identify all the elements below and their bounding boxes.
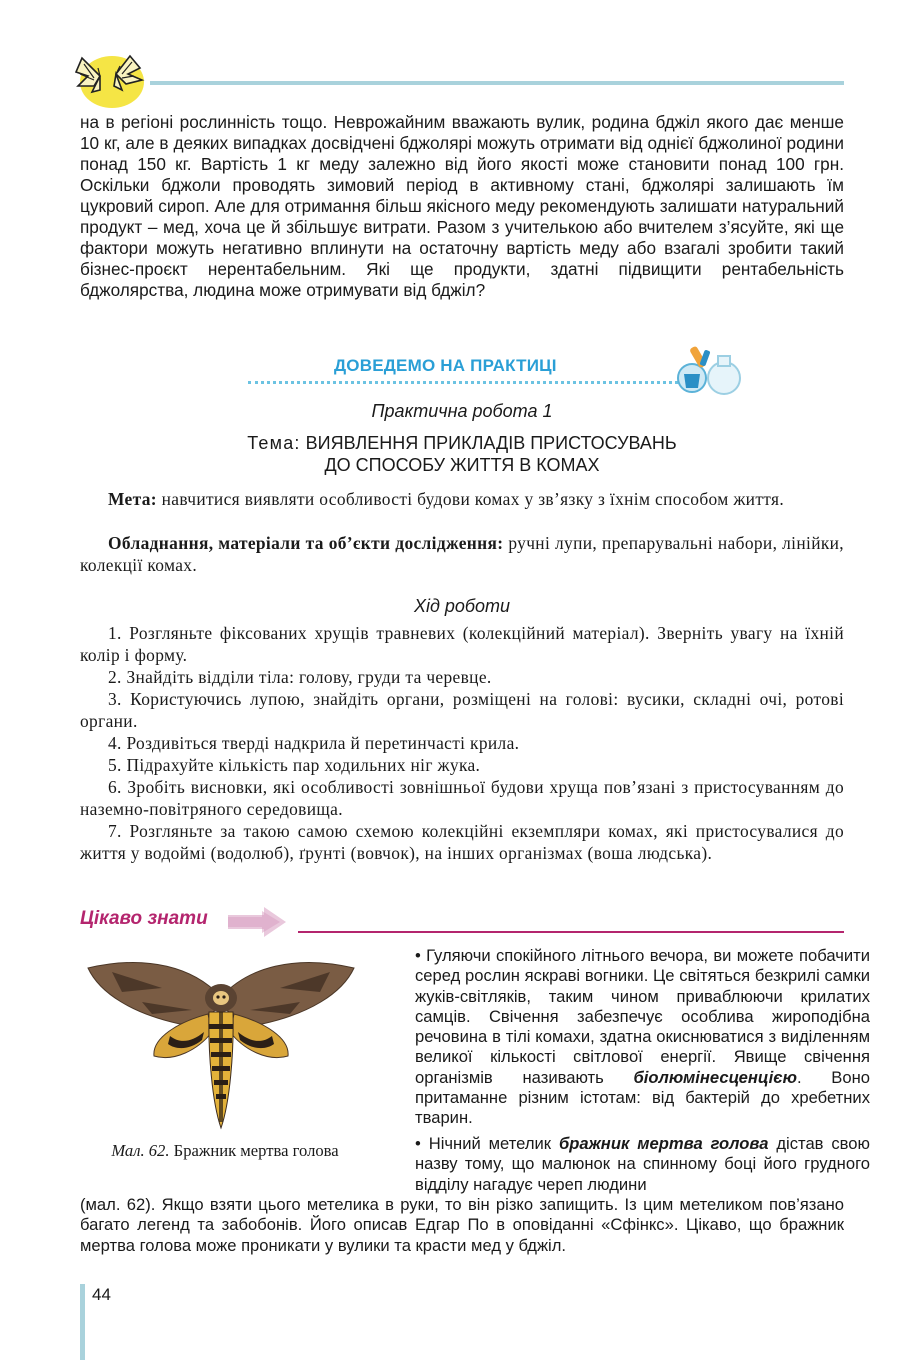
topic-line-2: ДО СПОСОБУ ЖИТТЯ В КОМАХ: [324, 455, 600, 475]
procedure-step: 1. Розгляньте фіксованих хрущів травневих (колекційний матеріал). Зверніть увагу на їхній колір і форму.: [80, 623, 844, 665]
procedure-step: 2. Знайдіть відділи тіла: голову, груди та черевце.: [108, 667, 492, 687]
fact1-text: • Гуляючи спокійного літнього вечора, ви можете побачити серед рослин яскраві вогники. Це світяться безкрилі самки жуків-світляків, таким чином приваблюючи крилатих самців. Свічення забезпечує особлива жироподібна речовина в тілі комахи, здатна окиснюватися з виділенням великої кількості світлової енергії. Явище свічення організмів називають: [415, 946, 870, 1087]
procedure-step: 4. Роздивіться тверді надкрила й перетинчасті крила.: [108, 733, 520, 753]
procedure-step: 3. Користуючись лупою, знайдіть органи, розміщені на голові: вусики, складні очі, ротові органи.: [80, 689, 844, 731]
lab-flask-microscope-icon: [672, 342, 744, 398]
intro-paragraph: на в регіоні рослинність тощо. Неврожайним вважають вулик, родина бджіл якого дає менше 10 кг, але в деяких випадках досвідчені бджолярі можуть отримати від однієї бджолиної родини понад 150 кг. Вартість 1 кг меду залежно від його якості може становити понад 100 грн. Оскільки бджоли проводять зимовий період в активному стані, бджолярі залишають їм цукровий сироп. Але для отримання більш якісного меду рекомендують залишати натуральний продукт – мед, хоча це й збільшує витрати. Разом з учителькою або вчителем з’ясуйте, які ще фактори можуть негативно вплинути на остаточну вартість меду або взагалі зробити такий бізнес-проєкт нерентабельним. Які ще продукти, здатні підвищити рентабельність бджолярства, людина може отримувати від бджіл?: [80, 112, 844, 300]
fact-hawkmoth-start: [389, 1134, 870, 1195]
page-margin-bar: [80, 1284, 85, 1360]
fact2-term: бражник мертва голова: [558, 1134, 769, 1153]
fact1-text-end: . Воно притаманне різним істотам: від бактерій до хребетних тварин.: [415, 1067, 870, 1128]
equipment-paragraph: [80, 532, 844, 576]
figure-label: Мал. 62.: [111, 1141, 170, 1160]
arrow-right-icon: [226, 905, 288, 939]
goal-text: навчитися виявляти особливості будови комах у зв’язку з їхнім способом життя.: [161, 489, 785, 509]
fact-fireflies: [389, 946, 870, 1129]
procedure-step: 7. Розгляньте за такою самою схемою колекційні екземпляри комах, які пристосувалися до життя у водоймі (водолюб), ґрунті (вовчок), на інших організмах (воша людська).: [80, 821, 844, 863]
fact-hawkmoth-rest: (мал. 62). Якщо взяти цього метелика в руки, то він різко запищить. Із цим метеликом пов’язано багато легенд та забобонів. Його описав Едгар По в оповіданні «Сфінкс». Цікаво, що бражник мертва голова може проникати у вулики та красти мед у бджіл.: [80, 1195, 844, 1255]
practical-work-title: Практична робота 1: [371, 401, 553, 421]
fact1-term: біолюмінесценцією: [633, 1067, 797, 1087]
procedure-title: Хід роботи: [413, 596, 511, 616]
practical-topic: [80, 432, 844, 476]
fact2-text: • Нічний метелик: [415, 1134, 559, 1153]
topic-label: Тема:: [247, 433, 301, 453]
equipment-text: ручні лупи, препарувальні набори, лінійки, колекції комах.: [80, 533, 845, 575]
interesting-heading: Цікаво знати: [80, 908, 208, 929]
interesting-rule: [298, 931, 844, 933]
topic-line-1: ВИЯВЛЕННЯ ПРИКЛАДІВ ПРИСТОСУВАНЬ: [305, 433, 677, 453]
fact2-text-mid: дістав свою назву тому, що малюнок на спинному боці його грудного відділу нагадує череп людини: [415, 1134, 870, 1194]
procedure-step: 6. Зробіть висновки, які особливості зовнішньої будови хруща пов’язані з пристосуванням до наземно-повітряного середовища.: [80, 777, 844, 819]
goal-paragraph: [80, 488, 844, 510]
goal-label: Мета:: [108, 489, 157, 509]
figure-caption-text: Бражник мертва голова: [173, 1141, 339, 1160]
butterfly-logo-icon: [70, 46, 152, 108]
equipment-label: Обладнання, матеріали та об’єкти дослідження:: [108, 533, 504, 553]
procedure-steps: [80, 622, 844, 864]
section-heading: ДОВЕДЕМО НА ПРАКТИЦІ: [334, 356, 557, 375]
header-rule: [150, 81, 844, 85]
section-dotted-rule: [248, 381, 678, 384]
procedure-step: 5. Підрахуйте кількість пар ходильних ніг жука.: [108, 755, 481, 775]
figure-caption: [96, 1141, 354, 1161]
page-number: 44: [92, 1285, 111, 1304]
deaths-head-hawkmoth-illustration: [82, 952, 360, 1134]
